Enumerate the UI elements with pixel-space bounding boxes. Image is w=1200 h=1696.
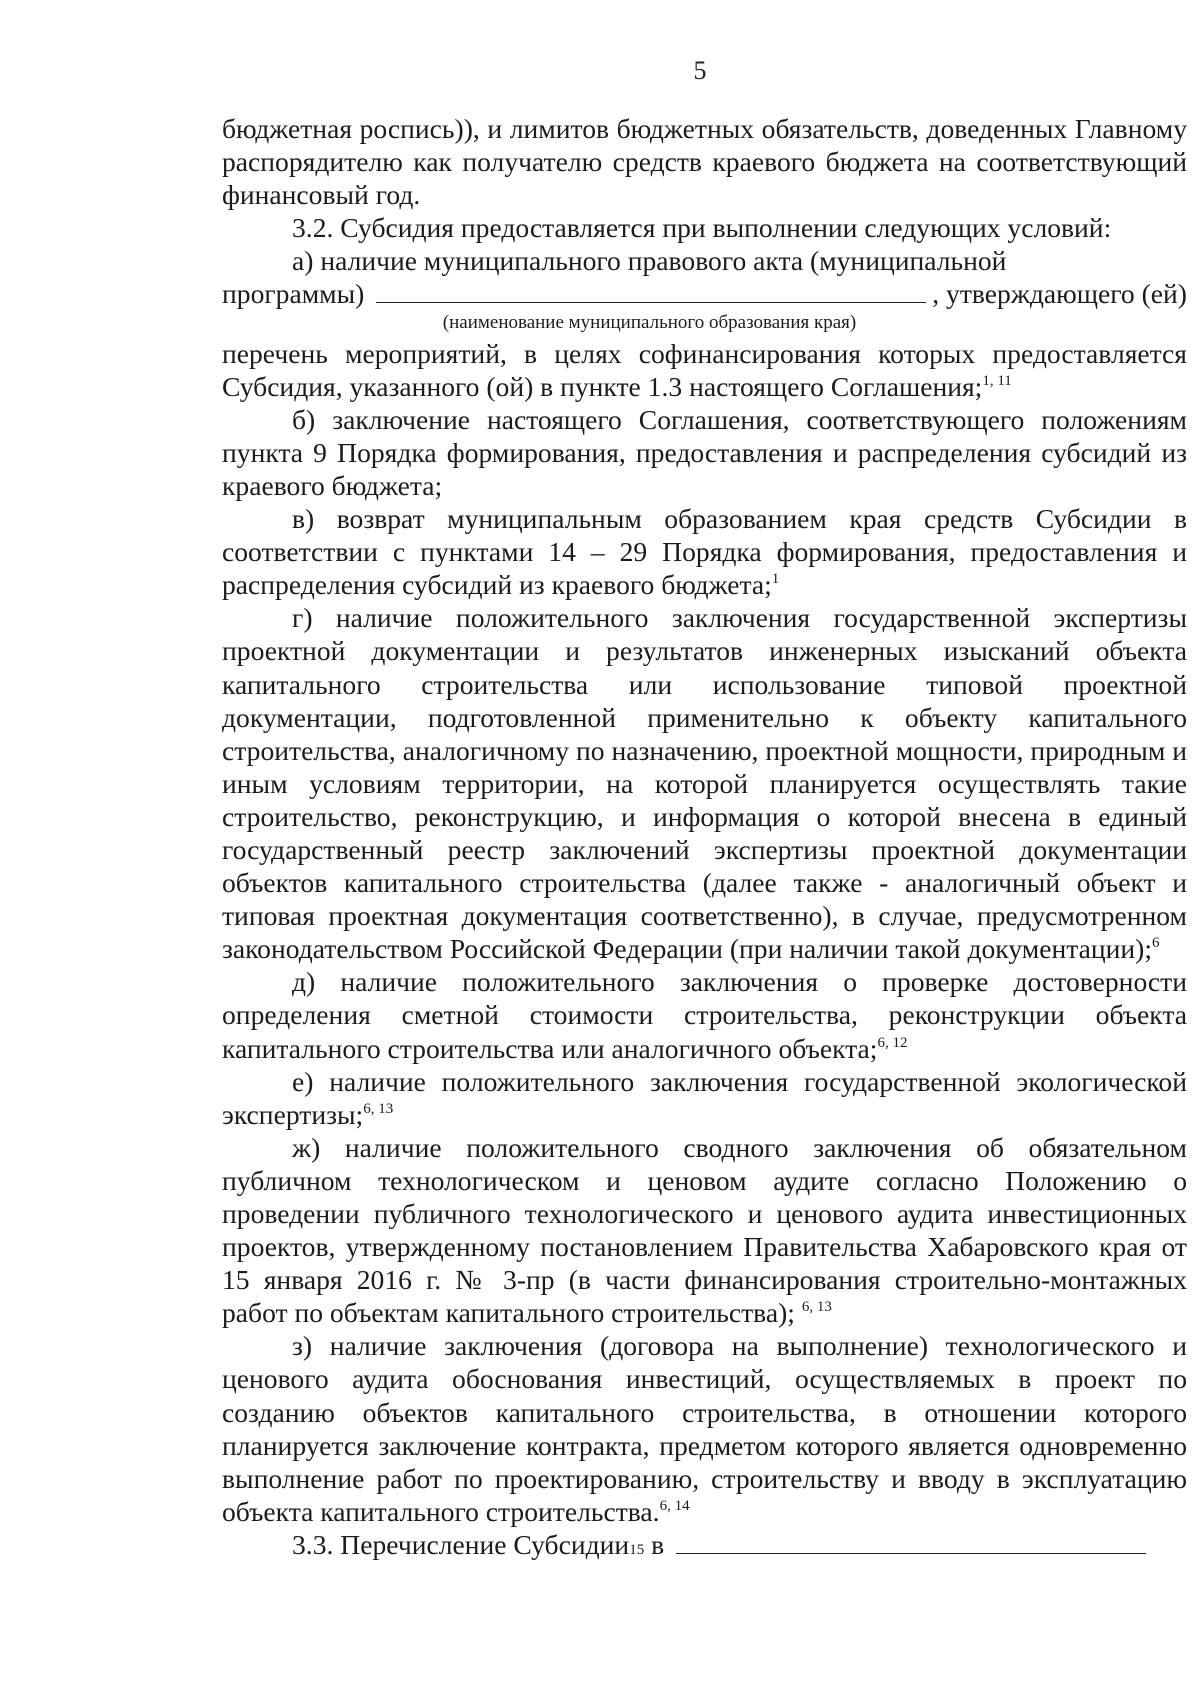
item-a-program-line bbox=[222, 277, 1187, 310]
program-label: программы) bbox=[222, 278, 365, 310]
paragraph-3-3: 3.3. Перечисление Субсидии 15 в bbox=[222, 1528, 1187, 1561]
page-number: 5 bbox=[693, 56, 707, 85]
paragraph-budget-continuation: бюджетная роспись)), и лимитов бюджетных обязательств, доведенных Главному распорядителю как получателю средств краевого бюджета на соответствующий финансовый год. bbox=[222, 113, 1187, 211]
footnote-ref: 6, 13 bbox=[801, 1299, 832, 1316]
item-z: з) наличие заключения (договора на выполнение) технологического и ценового аудита обоснования инвестиций, осуществляемых в проект по созданию объектов капитального строительства, в отношении которого планируется заключение контракта, предметом которого является одновременно выполнение работ по проектированию, строительству и вводу в эксплуатацию объекта капитального строительства.$^{6, 14}$ bbox=[222, 1330, 1187, 1527]
blank-caption: (наименование муниципального образования края) bbox=[442, 311, 857, 333]
document-body bbox=[222, 112, 1187, 1561]
item-a-heading: а) наличие муниципального правового акта (муниципальной bbox=[292, 245, 1007, 277]
item-g: г) наличие положительного заключения государственной экспертизы проектной документации и результатов инженерных изысканий объекта капитального строительства или использование типовой проектной документации, подготовленной применительно к объекту капитального строительства, аналогичному по назначению, проектной мощности, природным и иным условиям территории, на которой планируется осуществлять такие строительство, реконструкцию, и информация о которой внесена в единый государственный реестр заключений экспертизы проектной документации объектов капитального строительства (далее также - аналогичный объект и типовая проектная документация соответственно), в случае, предусмотренном законодательством Российской Федерации (при наличии такой документации);$^6$ bbox=[222, 602, 1187, 965]
item-zh: ж) наличие положительного сводного заключения об обязательном публичном технологическом и ценовом аудите согласно Положению о проведении публичного технологического и ценового аудита инвестиционных проектов, утвержденному постановлением Правительства Хабаровского края от 15 января 2016 г. № 3-пр (в части финансирования строительно-монтажных работ по объектам капитального строительства); $^{6, 13}$ bbox=[222, 1131, 1187, 1329]
item-d: д) наличие положительного заключения о проверке достоверности определения сметной стоимости строительства, реконструкции объекта капитального строительства или аналогичного объекта;$^{6, 12}$ bbox=[222, 966, 1187, 1064]
footnote-ref: 6, 13 bbox=[363, 1100, 394, 1117]
transfer-target-blank bbox=[676, 1531, 1146, 1554]
footnote-ref: 6 bbox=[1152, 935, 1160, 952]
footnote-ref: 1, 11 bbox=[982, 372, 1012, 389]
item-a-rest: перечень мероприятий, в целях софинансирования которых предоставляется Субсидия, указанного (ой) в пункте 1.3 настоящего Соглашения;$^{1, 11}$ bbox=[222, 337, 1187, 402]
footnote-ref: 6, 14 bbox=[659, 1497, 690, 1514]
approving-text: , утверждающего (ей) bbox=[932, 278, 1187, 310]
municipality-name-blank bbox=[376, 280, 926, 303]
footnote-ref: 6, 12 bbox=[877, 1034, 908, 1051]
item-e: е) наличие положительного заключения государственной экологической экспертизы;$^{6, 13}$ bbox=[222, 1065, 1187, 1130]
paragraph-3-2: 3.2. Субсидия предоставляется при выполнении следующих условий: bbox=[292, 212, 1112, 244]
footnote-ref: 1 bbox=[771, 571, 780, 588]
item-v: в) возврат муниципальным образованием края средств Субсидии в соответствии с пунктами 14 – 29 Порядка формирования, предоставления и распределения субсидий из краевого бюджета;$^1$ bbox=[222, 503, 1187, 601]
item-b: б) заключение настоящего Соглашения, соответствующего положениям пункта 9 Порядка формирования, предоставления и распределения субсидий из краевого бюджета; bbox=[222, 403, 1187, 501]
